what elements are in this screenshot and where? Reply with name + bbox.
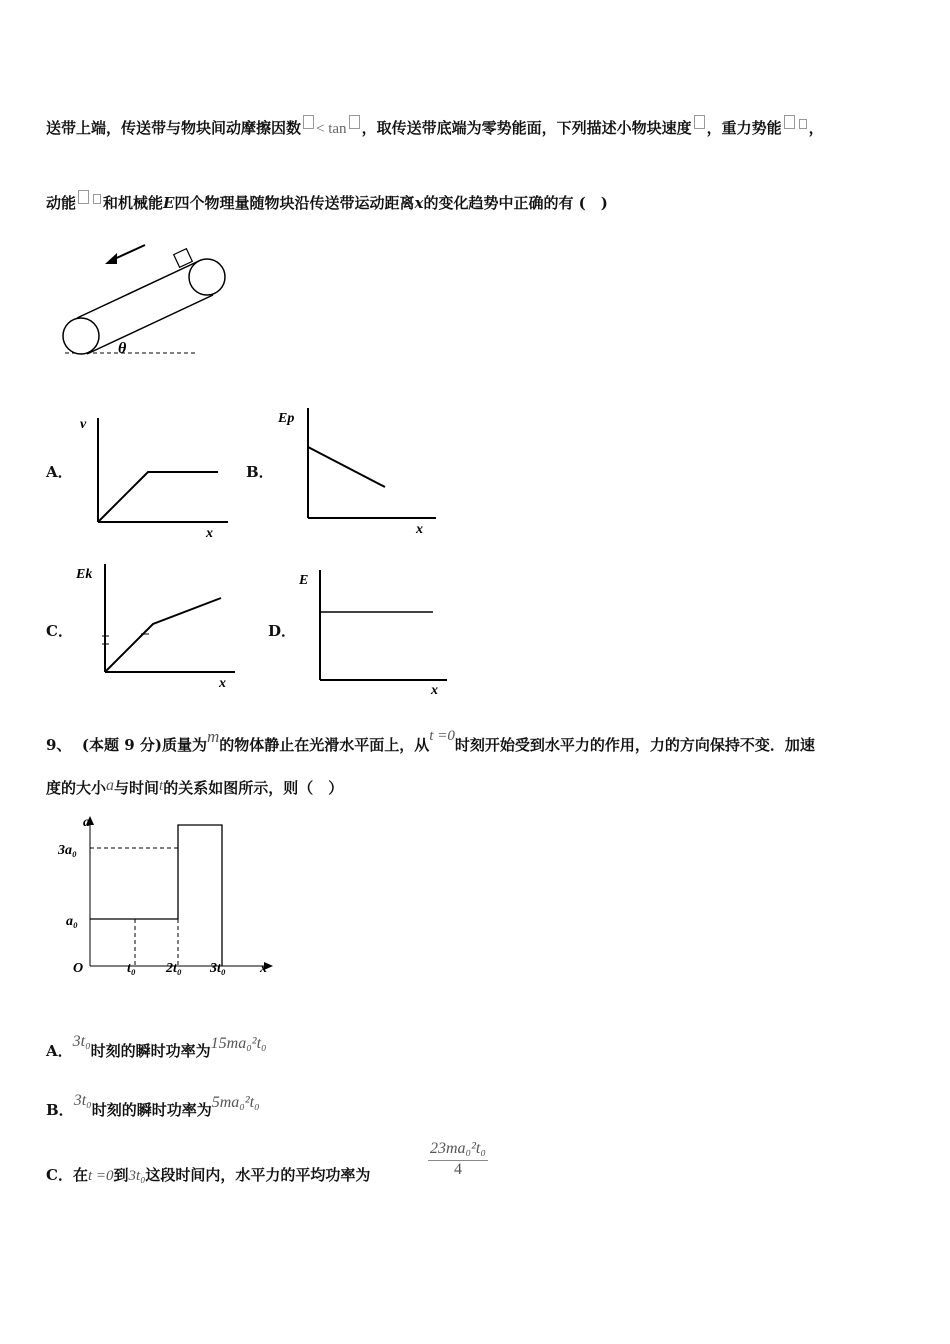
- q9-option-c-pre-text: 在: [72, 1166, 88, 1184]
- q9-option-c-denominator: 4: [453, 1161, 462, 1178]
- q8-option-d-graph: [295, 562, 465, 698]
- q9-option-c: [46, 1164, 370, 1185]
- q9-option-c-pre2: 3t₀: [128, 1168, 146, 1184]
- at-chart: [55, 812, 285, 982]
- q9-text-line2: [46, 777, 343, 798]
- y-label: E: [299, 573, 309, 588]
- ek-placeholder-icon: [78, 190, 89, 204]
- ep-sub-placeholder-icon: [799, 119, 807, 129]
- upper-roller: [189, 259, 225, 295]
- y-label: v: [80, 417, 87, 432]
- q9-score: (本题 9 分): [81, 736, 162, 754]
- q9-option-b: [46, 1092, 260, 1120]
- x-label: x: [206, 526, 213, 541]
- y-label: Ep: [278, 411, 295, 426]
- q9-t0-eq: t =0: [429, 728, 455, 744]
- y-tick-3a0: 3a₀: [58, 843, 77, 858]
- q9-option-b-pre: 3t₀: [73, 1092, 92, 1109]
- q9-option-c-numerator: 23ma₀²t₀: [428, 1140, 488, 1161]
- v-placeholder-icon: [694, 115, 705, 129]
- y-label: Ek: [76, 567, 93, 582]
- v-curve: [98, 472, 218, 522]
- theta-label: θ: [118, 340, 127, 357]
- q9-option-a: [46, 1033, 267, 1061]
- q9-option-c-t-eq: t =0: [87, 1168, 114, 1184]
- q9-line2-b: 与时间: [114, 779, 160, 797]
- q9-line2-c: 的关系如图所示，则（ ）: [163, 779, 344, 797]
- chart-xlabel: x: [260, 961, 267, 976]
- y-tick-a0: a₀: [66, 914, 78, 929]
- q8-text-line2: [46, 190, 608, 213]
- q9-line2-a: 度的大小: [46, 779, 107, 797]
- q9-m: m: [206, 727, 220, 746]
- q9-t: t: [159, 778, 164, 794]
- x-tick-t0: t₀: [127, 961, 136, 976]
- ek-sub-placeholder-icon: [93, 194, 101, 204]
- chart-origin: O: [73, 961, 84, 976]
- q9-option-a-pre: 3t₀: [72, 1033, 91, 1050]
- q8-line2-part-d: 的变化趋势中正确的有 ( ): [423, 194, 608, 212]
- x-label: x: [416, 522, 423, 537]
- q9-option-a-label: A．: [46, 1042, 73, 1060]
- q9-option-a-value: 15ma₀²t₀: [210, 1035, 267, 1052]
- x-tick-2t0: 2t₀: [166, 961, 182, 976]
- q8-option-b-label: B．: [246, 463, 274, 481]
- q8-option-c-graph: [73, 562, 243, 692]
- q8-line2-E: E: [163, 194, 175, 212]
- q8-line2-part-a: 动能: [46, 194, 77, 212]
- q9-option-b-text: 时刻的瞬时功率为: [91, 1101, 212, 1119]
- q9-option-c-text: 这段时间内，水平力的平均功率为: [145, 1166, 371, 1184]
- q9-option-b-label: B．: [46, 1101, 74, 1119]
- q8-line2-x: x: [414, 194, 424, 212]
- q8-line2-part-b: 和机械能: [103, 194, 164, 212]
- q9-a: a: [106, 777, 115, 794]
- q9-text-b: 的物体静止在光滑水平面上，从: [219, 736, 430, 754]
- q9-option-a-text: 时刻的瞬时功率为: [90, 1042, 211, 1060]
- q9-text-line1: [46, 727, 815, 755]
- q8-option-d-label: D．: [268, 622, 297, 640]
- q8-option-b-graph: [278, 405, 448, 535]
- q8-line1-part-c: ，重力势能: [706, 119, 782, 137]
- chart-ylabel: a: [83, 815, 90, 830]
- q8-line1-part-b: ，取传送带底端为零势能面，下列描述小物块速度: [361, 119, 692, 137]
- q8-line2-part-c: 四个物理量随物块沿传送带运动距离: [174, 194, 415, 212]
- ep-curve: [308, 447, 385, 487]
- theta-placeholder-icon: [349, 115, 360, 129]
- ek-curve: [105, 598, 221, 672]
- q9-number: 9、: [46, 736, 72, 754]
- motion-arrowhead-icon: [105, 253, 117, 264]
- at-series-line: [90, 825, 222, 966]
- q9-text-a: 质量为: [161, 736, 207, 754]
- q8-line1-part-a: 送带上端，传送带与物块间动摩擦因数: [46, 119, 302, 137]
- lower-roller: [63, 318, 99, 354]
- q9-option-c-mid: 到: [113, 1166, 129, 1184]
- x-label: x: [219, 676, 226, 691]
- q8-option-c-label: C．: [46, 622, 73, 640]
- q8-line1-tan: < tan: [316, 121, 347, 137]
- q8-line1-part-d: ，: [808, 119, 824, 137]
- mu-placeholder-icon: [303, 115, 314, 129]
- conveyor-diagram: [55, 240, 255, 370]
- q9-option-c-fraction: [428, 1140, 488, 1179]
- x-tick-3t0: 3t₀: [210, 961, 226, 976]
- block: [174, 249, 193, 268]
- q9-text-c: 时刻开始受到水平力的作用，力的方向保持不变．加速: [454, 736, 815, 754]
- q8-option-a-graph: [78, 410, 248, 540]
- q8-option-a-label: A．: [46, 463, 73, 481]
- q9-option-c-label: C．: [46, 1166, 73, 1184]
- q9-option-b-value: 5ma₀²t₀: [211, 1094, 260, 1111]
- ep-placeholder-icon: [784, 115, 795, 129]
- q8-text-line1: [46, 115, 824, 138]
- x-label: x: [431, 683, 438, 698]
